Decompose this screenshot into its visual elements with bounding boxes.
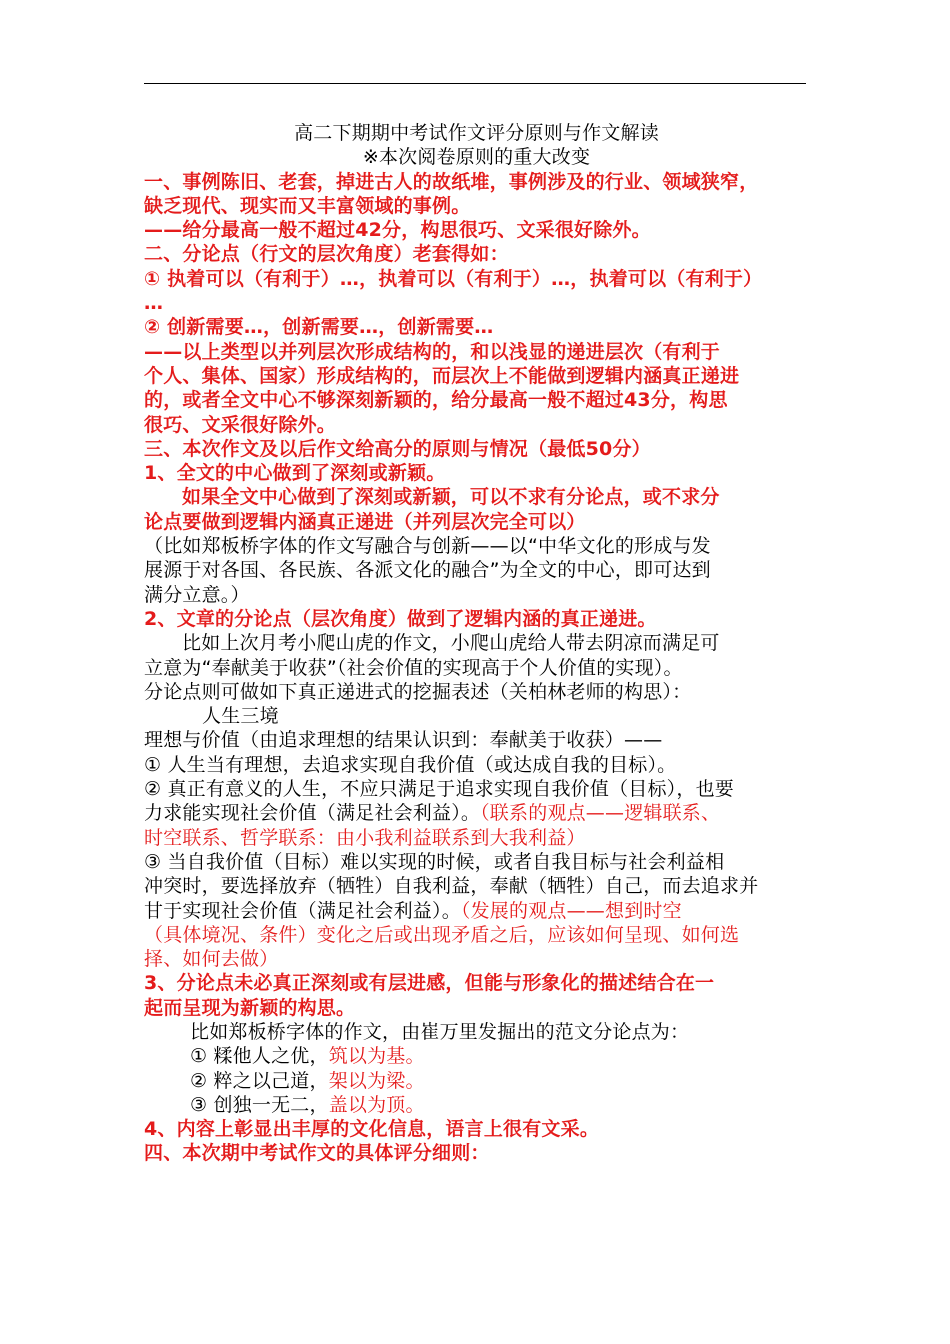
text-line: ——给分最高一般不超过42分，构思很巧、文采很好除外。 <box>144 219 651 242</box>
page-subtitle: ※本次阅卷原则的重大改变 <box>362 146 591 169</box>
text-line: 冲突时，要选择放弃（牺牲）自我利益，奉献（牺牲）自己，而去追求并 <box>144 875 759 898</box>
text-span: ② 粹之以己道， <box>190 1069 329 1092</box>
text-line: 二、分论点（行文的层次角度）老套得如： <box>144 243 509 266</box>
document-body <box>144 121 809 1166</box>
text-line: 立意为“奉献美于收获”（社会价值的实现高于个人价值的实现）。 <box>144 656 683 679</box>
text-line: 4、内容上彰显出丰厚的文化信息，语言上很有文采。 <box>144 1118 600 1141</box>
text-line: 如果全文中心做到了深刻或新颖，可以不求有分论点，或不求分 <box>182 486 720 509</box>
text-line: 缺乏现代、现实而又丰富领域的事例。 <box>144 194 471 217</box>
text-line: 展源于对各国、各民族、各派文化的融合”为全文的中心，即可达到 <box>144 559 711 582</box>
text-span: 甘于实现社会价值（满足社会利益）。 <box>144 899 461 922</box>
text-line: 论点要做到逻辑内涵真正递进（并列层次完全可以） <box>144 510 586 533</box>
annotation-span: 架以为梁。 <box>328 1069 425 1092</box>
text-line: ① 执着可以（有利于）…，执着可以（有利于）…，执着可以（有利于） <box>144 267 763 290</box>
text-line: 一、事例陈旧、老套，掉进古人的故纸堆，事例涉及的行业、领域狭窄， <box>144 170 759 193</box>
text-line: 比如郑板桥字体的作文，由崔万里发掘出的范文分论点为： <box>190 1020 690 1043</box>
text-line: ——以上类型以并列层次形成结构的，和以浅显的递进层次（有利于 <box>144 340 721 363</box>
header-rule <box>144 83 806 84</box>
annotation-span: 盖以为顶。 <box>328 1093 425 1116</box>
page-title: 高二下期期中考试作文评分原则与作文解读 <box>294 122 659 144</box>
annotation-span: 筑以为基。 <box>328 1045 425 1068</box>
text-line: 个人、集体、国家）形成结构的，而层次上不能做到逻辑内涵真正递进 <box>144 364 740 387</box>
text-line: ① 人生当有理想，去追求实现自我价值（或达成自我的目标）。 <box>144 753 677 776</box>
text-line: ② 真正有意义的人生，不应只满足于追求实现自我价值（目标），也要 <box>144 778 734 801</box>
text-line: 满分立意。） <box>144 583 250 606</box>
list-item <box>144 1093 809 1117</box>
annotation-span: （联系的观点——逻辑联系、 <box>480 802 721 825</box>
text-line: 的，或者全文中心不够深刻新颖的，给分最高一般不超过43分，构思 <box>144 389 728 412</box>
text-line <box>144 899 809 923</box>
text-line: 理想与价值（由追求理想的结果认识到：奉献美于收获）—— <box>144 729 663 752</box>
text-line: 1、全文的中心做到了深刻或新颖。 <box>144 462 446 485</box>
text-line: … <box>144 292 164 315</box>
section-heading: 三、本次作文及以后作文给高分的原则与情况（最低50分） <box>144 437 651 460</box>
text-line: ③ 当自我价值（目标）难以实现的时候，或者自我目标与社会利益相 <box>144 850 725 873</box>
text-line: 择、如何去做） <box>144 948 279 971</box>
section-heading: 四、本次期中考试作文的具体评分细则： <box>144 1142 490 1165</box>
text-line: 很巧、文采很好除外。 <box>144 413 337 436</box>
text-line: 3、分论点未必真正深刻或有层进感，但能与形象化的描述结合在一 <box>144 972 715 995</box>
text-line: 2、文章的分论点（层次角度）做到了逻辑内涵的真正递进。 <box>144 607 657 630</box>
text-span: ① 糅他人之优， <box>190 1045 329 1068</box>
annotation-span: （发展的观点——想到时空 <box>460 899 682 922</box>
text-line <box>144 801 809 825</box>
text-span: 力求能实现社会价值（满足社会利益）。 <box>144 802 481 825</box>
text-span: ③ 创独一无二， <box>190 1093 329 1116</box>
text-line: （比如郑板桥字体的作文写融合与创新——以“中华文化的形成与发 <box>144 535 711 558</box>
text-line: 分论点则可做如下真正递进式的挖掘表述（关柏林老师的构思）： <box>144 680 692 703</box>
text-line: （具体境况、条件）变化之后或出现矛盾之后，应该如何呈现、如何选 <box>144 923 740 946</box>
text-line: 比如上次月考小爬山虎的作文，小爬山虎给人带去阴凉而满足可 <box>182 632 720 655</box>
list-item <box>144 1044 809 1068</box>
text-line: 起而呈现为新颖的构思。 <box>144 996 356 1019</box>
list-item <box>144 1069 809 1093</box>
text-line: ② 创新需要…，创新需要…，创新需要… <box>144 316 494 339</box>
text-line: 时空联系、哲学联系：由小我利益联系到大我利益） <box>144 826 586 849</box>
text-line: 人生三境 <box>202 705 279 728</box>
